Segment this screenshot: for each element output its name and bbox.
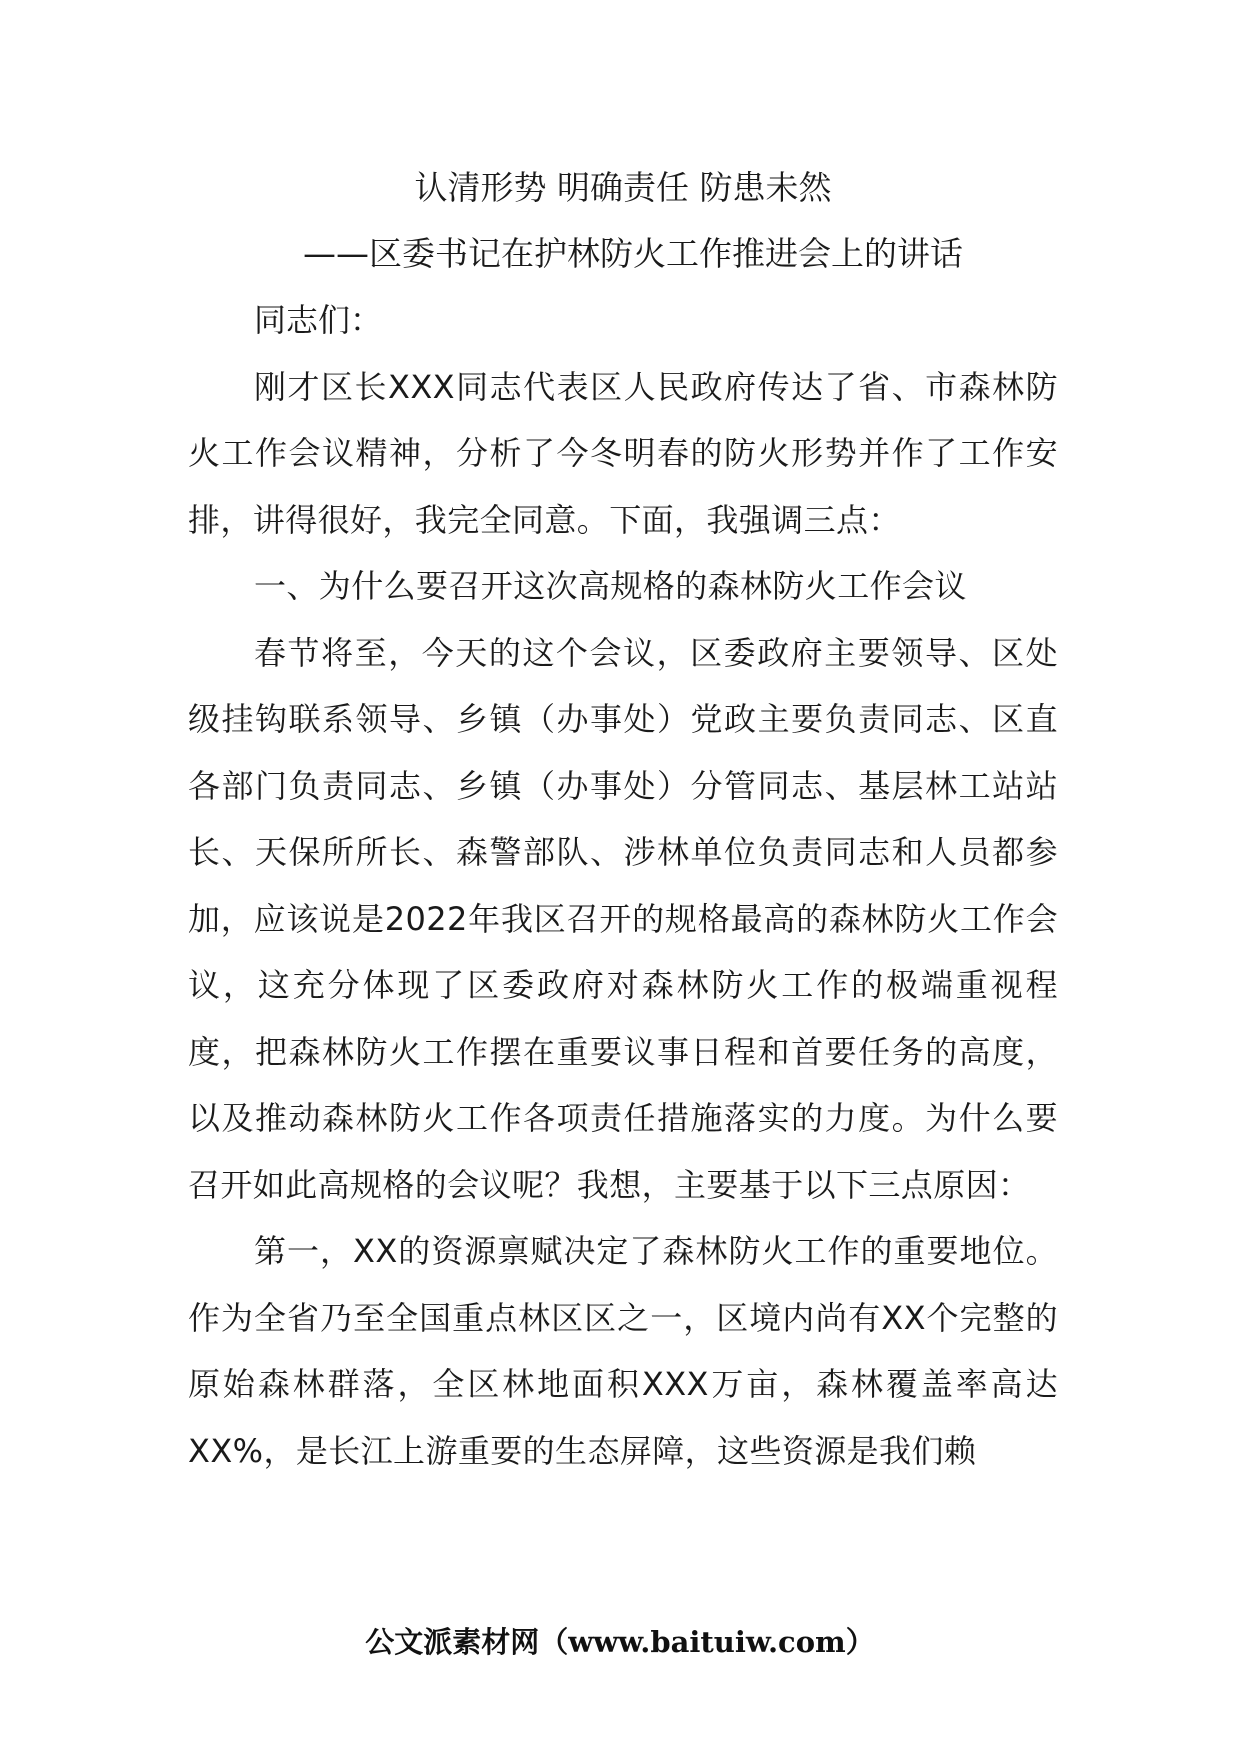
footer-watermark: 公文派素材网（www.baituiw.com） bbox=[365, 1625, 875, 1659]
paragraph-first-reason: 第一，XX的资源禀赋决定了森林防火工作的重要地位。作为全省乃至全国重点林区区之一，区境内尚有XX个完整的原始森林群落，全区林地面积XXX万亩，森林覆盖率高达XX%，是长江上游重要的生态屏障，这些资源是我们赖 bbox=[188, 1232, 1058, 1470]
document-body bbox=[188, 155, 1058, 1484]
section-heading-1: 一、为什么要召开这次高规格的森林防火工作会议 bbox=[254, 567, 967, 605]
document-title: 认清形势 明确责任 防患未然 bbox=[414, 168, 832, 207]
paragraph-intro: 刚才区长XXX同志代表区人民政府传达了省、市森林防火工作会议精神，分析了今冬明春的防火形势并作了工作安排，讲得很好，我完全同意。下面，我强调三点： bbox=[188, 367, 1058, 539]
paragraph-meeting: 春节将至，今天的这个会议，区委政府主要领导、区处级挂钩联系领导、乡镇（办事处）党政主要负责同志、区直各部门负责同志、乡镇（办事处）分管同志、基层林工站站长、天保所所长、森警部队、涉林单位负责同志和人员都参加，应该说是2022年我区召开的规格最高的森林防火工作会议，这充分体现了区委政府对森林防火工作的极端重视程度，把森林防火工作摆在重要议事日程和首要任务的高度，以及推动森林防火工作各项责任措施落实的力度。为什么要召开如此高规格的会议呢？我想，主要基于以下三点原因： bbox=[188, 633, 1058, 1204]
salutation: 同志们： bbox=[254, 301, 383, 339]
document-subtitle: ——区委书记在护林防火工作推进会上的讲话 bbox=[303, 234, 963, 273]
